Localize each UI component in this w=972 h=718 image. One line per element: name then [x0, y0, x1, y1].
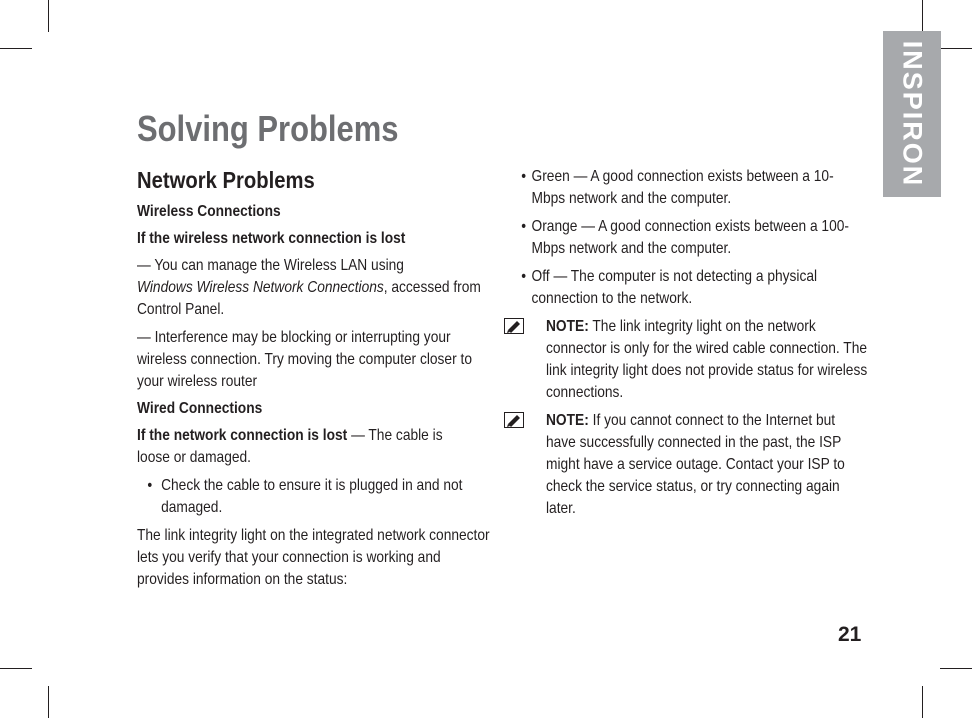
wired-bullet: [137, 475, 466, 519]
right-column: [504, 166, 874, 526]
note-label: NOTE:: [546, 318, 589, 335]
note-body: The link integrity light on the network connector is only for the wired cable connection. The link integrity light does not provide status for wireless connections.: [546, 318, 868, 401]
status-bullet-orange: [504, 216, 882, 260]
p1-prefix: — You can manage the Wireless LAN using: [137, 257, 404, 274]
note-1: [504, 316, 874, 404]
note-body: If you cannot connect to the Internet but have successfully connected in the past, the ISP might have a service outage. Contact your ISP to check the service status, or try connecting again later.: [546, 412, 845, 517]
note-text: [546, 410, 864, 520]
note-label: NOTE:: [546, 412, 589, 429]
crop-mark: [48, 0, 49, 32]
inspiron-side-tab: [883, 31, 941, 197]
section-title: Network Problems: [137, 167, 315, 193]
crop-mark: [48, 686, 49, 718]
side-tab-label: INSPIRON: [897, 40, 928, 188]
crop-mark: [940, 48, 972, 49]
bullet-dot: •: [521, 168, 527, 185]
crop-mark: [922, 0, 923, 32]
status-bullet-text: Off — The computer is not detecting a physical connection to the network.: [531, 268, 818, 307]
page-title: Solving Problems: [137, 108, 399, 149]
page-number: 21: [838, 623, 862, 646]
wireless-paragraph-2: — Interference may be blocking or interrupting your wireless connection. Try moving the computer closer to your wireless router: [137, 329, 472, 390]
status-bullet-green: [504, 166, 882, 210]
wired-issue: [137, 425, 477, 469]
wired-bullet-text: Check the cable to ensure it is plugged in and not damaged.: [161, 477, 463, 516]
wireless-paragraph-1: [137, 255, 490, 321]
note-2: [504, 410, 874, 520]
bullet-dot: •: [521, 218, 527, 235]
crop-mark: [940, 668, 972, 669]
wired-heading: Wired Connections: [137, 400, 263, 417]
p1-italic: Windows Wireless Network Connections: [137, 279, 384, 296]
status-bullet-text: Orange — A good connection exists between a 100-Mbps network and the computer.: [531, 218, 849, 257]
note-pencil-icon: [504, 318, 524, 334]
crop-mark: [922, 686, 923, 718]
crop-mark: [0, 48, 32, 49]
crop-mark: [0, 668, 32, 669]
bullet-dot: •: [521, 268, 527, 285]
status-bullet-off: [504, 266, 882, 310]
status-bullet-text: Green — A good connection exists between a 10-Mbps network and the computer.: [531, 168, 834, 207]
bullet-dot: •: [147, 477, 153, 494]
wireless-issue: If the wireless network connection is lost: [137, 230, 406, 247]
p1-suffix: , accessed from Control Panel.: [137, 279, 481, 318]
wired-issue-bold: If the network connection is lost: [137, 427, 348, 444]
wireless-heading: Wireless Connections: [137, 203, 281, 220]
note-text: [546, 316, 873, 404]
integrity-paragraph: The link integrity light on the integrated network connector lets you verify that your connection is working and provides information on the status:: [137, 527, 490, 588]
wired-issue-rest: — The cable is loose or damaged.: [137, 427, 443, 466]
note-pencil-icon: [504, 412, 524, 428]
left-column: [137, 166, 493, 591]
